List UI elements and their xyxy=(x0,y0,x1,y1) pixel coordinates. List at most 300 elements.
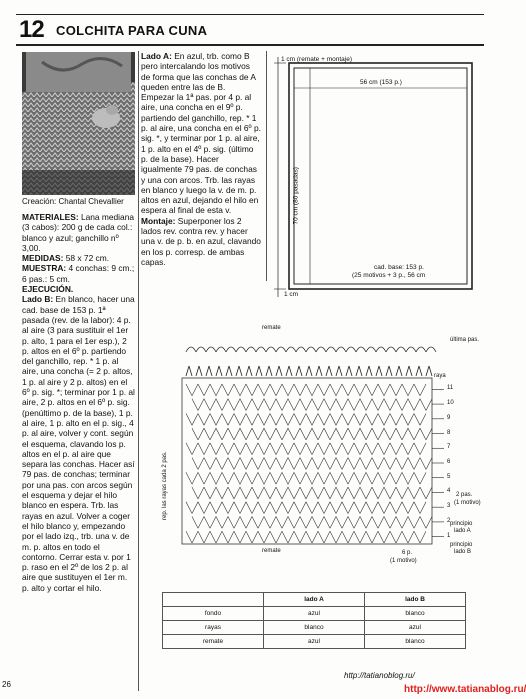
chart-remate-bottom: remate xyxy=(262,548,281,554)
stitch-mark xyxy=(276,366,279,376)
shell-stitch xyxy=(318,384,330,396)
shell-stitch xyxy=(366,413,378,425)
stitch-chart-drawing xyxy=(150,322,490,572)
stitch-mark xyxy=(326,366,329,376)
stitch-mark xyxy=(339,366,342,376)
shell-stitch xyxy=(306,531,318,543)
shell-stitch xyxy=(354,413,366,425)
shell-stitch xyxy=(390,472,402,484)
stitch-mark xyxy=(356,366,359,376)
shell-stitch xyxy=(408,517,420,529)
shell-stitch xyxy=(414,502,426,514)
shell-stitch xyxy=(222,502,234,514)
measures-label: MEDIDAS: xyxy=(22,253,64,264)
chain-arc xyxy=(416,347,426,352)
row-number: 11 xyxy=(447,385,454,392)
shell-stitch xyxy=(360,458,372,470)
stitch-mark xyxy=(289,366,292,376)
shell-stitch xyxy=(216,399,228,411)
shell-stitch xyxy=(282,443,294,455)
shell-stitch xyxy=(312,487,324,499)
design-credit: Creación: Chantal Chevallier xyxy=(22,197,124,206)
chart-bottom-motivo: (1 motivo) xyxy=(390,558,417,564)
shell-stitch xyxy=(312,428,324,440)
shell-stitch xyxy=(246,413,258,425)
shell-stitch xyxy=(396,487,408,499)
stitch-mark xyxy=(299,366,302,376)
shell-stitch xyxy=(294,472,306,484)
shell-stitch xyxy=(210,384,222,396)
chain-arc xyxy=(236,347,246,352)
shell-stitch xyxy=(198,531,210,543)
pattern-number: 12 xyxy=(19,16,44,43)
shell-stitch xyxy=(252,428,264,440)
chain-arc xyxy=(406,347,416,352)
shell-stitch xyxy=(294,443,306,455)
shell-stitch xyxy=(372,458,384,470)
chart-principio-b-2: lado B xyxy=(454,549,472,555)
stitch-mark xyxy=(226,366,229,376)
color-legend-table xyxy=(162,592,466,649)
shell-stitch xyxy=(228,458,240,470)
shell-stitch xyxy=(372,399,384,411)
chain-arc xyxy=(276,347,286,352)
shell-stitch xyxy=(252,517,264,529)
legend-row xyxy=(163,607,466,621)
shell-stitch xyxy=(390,384,402,396)
size-schematic xyxy=(272,51,477,301)
chain-arc xyxy=(206,347,216,352)
shell-stitch xyxy=(324,487,336,499)
shell-stitch xyxy=(186,502,198,514)
shell-stitch xyxy=(330,531,342,543)
shell-stitch xyxy=(210,472,222,484)
stitch-mark xyxy=(346,366,349,376)
shell-stitch xyxy=(354,472,366,484)
stitch-mark xyxy=(336,366,339,376)
shell-stitch xyxy=(300,458,312,470)
shell-stitch xyxy=(222,472,234,484)
shell-stitch xyxy=(318,443,330,455)
legend-header-row xyxy=(163,593,466,607)
stitch-mark xyxy=(406,366,409,376)
column-divider xyxy=(138,51,139,691)
materials-label: MATERIALES: xyxy=(22,212,79,222)
shell-stitch xyxy=(378,531,390,543)
shell-stitch xyxy=(330,502,342,514)
shell-stitch xyxy=(408,487,420,499)
shell-stitch xyxy=(198,384,210,396)
column-divider-2 xyxy=(266,51,267,281)
stitch-mark xyxy=(296,366,299,376)
shell-stitch xyxy=(330,443,342,455)
shell-stitch xyxy=(258,531,270,543)
shell-stitch xyxy=(294,413,306,425)
shell-stitch xyxy=(402,472,414,484)
stitch-mark xyxy=(316,366,319,376)
shell-stitch xyxy=(378,443,390,455)
shell-stitch xyxy=(258,472,270,484)
shell-stitch xyxy=(222,531,234,543)
shell-stitch xyxy=(336,428,348,440)
shell-stitch xyxy=(246,384,258,396)
shell-stitch xyxy=(390,413,402,425)
shell-stitch xyxy=(396,428,408,440)
color-legend xyxy=(162,592,466,649)
shell-stitch xyxy=(270,413,282,425)
chain-arc xyxy=(246,347,256,352)
shell-stitch xyxy=(330,472,342,484)
shell-stitch xyxy=(216,428,228,440)
shell-stitch xyxy=(336,487,348,499)
shell-stitch xyxy=(378,413,390,425)
shell-stitch xyxy=(246,472,258,484)
row-number: 7 xyxy=(447,444,451,451)
shell-stitch xyxy=(378,502,390,514)
shell-stitch xyxy=(366,531,378,543)
stitch-mark xyxy=(259,366,262,376)
stitch-mark xyxy=(246,366,249,376)
shell-stitch xyxy=(246,502,258,514)
chart-principio-a-2: lado A xyxy=(454,528,471,534)
shell-stitch xyxy=(210,502,222,514)
stitch-mark xyxy=(206,366,209,376)
shell-stitch xyxy=(384,399,396,411)
shell-stitch xyxy=(282,502,294,514)
shell-stitch xyxy=(282,531,294,543)
stitch-mark xyxy=(319,366,322,376)
shell-stitch xyxy=(312,517,324,529)
chain-arc xyxy=(296,347,306,352)
shell-stitch xyxy=(396,399,408,411)
stitch-mark xyxy=(386,366,389,376)
chart-ultima-pas: última pas. xyxy=(450,337,480,343)
stitch-mark xyxy=(419,366,422,376)
chain-arc xyxy=(216,347,226,352)
shell-stitch xyxy=(342,531,354,543)
shell-stitch xyxy=(300,487,312,499)
shell-stitch xyxy=(342,502,354,514)
shell-stitch xyxy=(324,428,336,440)
stitch-mark xyxy=(409,366,412,376)
shell-stitch xyxy=(318,531,330,543)
shell-stitch xyxy=(234,502,246,514)
shell-stitch xyxy=(204,399,216,411)
shell-stitch xyxy=(228,517,240,529)
shell-stitch xyxy=(420,428,432,440)
shell-stitch xyxy=(330,384,342,396)
shell-stitch xyxy=(246,531,258,543)
shell-stitch xyxy=(354,384,366,396)
row-number: 1 xyxy=(447,532,451,539)
legend-header-cell: lado B xyxy=(365,593,466,607)
shell-stitch xyxy=(342,413,354,425)
stitch-mark xyxy=(416,366,419,376)
shell-stitch xyxy=(390,531,402,543)
stitch-mark xyxy=(399,366,402,376)
stitch-mark xyxy=(279,366,282,376)
shell-stitch xyxy=(246,443,258,455)
execution-label: EJECUCIÓN. xyxy=(22,284,74,295)
shell-stitch xyxy=(414,443,426,455)
shell-stitch xyxy=(378,472,390,484)
chart-bottom-count: 6 p. xyxy=(402,550,413,556)
chart-raya: raya xyxy=(434,373,446,379)
shell-stitch xyxy=(204,487,216,499)
stitch-mark xyxy=(286,366,289,376)
stitch-mark xyxy=(209,366,212,376)
shell-stitch xyxy=(228,428,240,440)
shell-stitch xyxy=(192,487,204,499)
shell-stitch xyxy=(198,502,210,514)
shell-stitch xyxy=(264,428,276,440)
side-b-label: Lado B: xyxy=(22,294,54,305)
shell-stitch xyxy=(306,472,318,484)
shell-stitch xyxy=(360,487,372,499)
shell-stitch xyxy=(336,517,348,529)
gauge-label: MUESTRA: xyxy=(22,263,67,274)
shell-stitch xyxy=(348,487,360,499)
shell-stitch xyxy=(234,413,246,425)
shell-stitch xyxy=(378,384,390,396)
shell-stitch xyxy=(342,472,354,484)
side-a-label: Lado A: xyxy=(141,51,172,61)
stitch-mark xyxy=(366,366,369,376)
stitch-mark xyxy=(369,366,372,376)
shell-stitch xyxy=(216,487,228,499)
shell-stitch xyxy=(396,517,408,529)
shell-stitch xyxy=(354,531,366,543)
shell-stitch xyxy=(186,384,198,396)
shell-stitch xyxy=(300,517,312,529)
stitch-mark xyxy=(349,366,352,376)
source-url[interactable]: http://tatianoblog.ru/ xyxy=(344,671,415,680)
stitch-mark xyxy=(266,366,269,376)
shell-stitch xyxy=(366,502,378,514)
stitch-mark xyxy=(379,366,382,376)
stitch-mark xyxy=(186,366,189,376)
shell-stitch xyxy=(282,384,294,396)
shell-stitch xyxy=(264,458,276,470)
chain-arc xyxy=(316,347,326,352)
schematic-bottom-label: 1 cm xyxy=(284,291,299,298)
stitch-mark xyxy=(426,366,429,376)
schematic-base-label-2: (25 motivos + 3 p., 56 cm xyxy=(352,272,426,279)
shell-stitch xyxy=(372,428,384,440)
shell-stitch xyxy=(216,517,228,529)
shell-stitch xyxy=(282,472,294,484)
shell-stitch xyxy=(372,517,384,529)
shell-stitch xyxy=(318,472,330,484)
chart-principio-b-1: principio xyxy=(450,542,473,548)
shell-stitch xyxy=(390,443,402,455)
watermark-url[interactable]: http://www.tatianablog.ru/ xyxy=(404,684,526,695)
shell-stitch xyxy=(306,502,318,514)
chart-rep-label: rep. las rayas cada 2 pas. xyxy=(162,451,168,520)
legend-cell: azul xyxy=(264,635,365,649)
shell-stitch xyxy=(270,502,282,514)
header-top-rule xyxy=(16,14,484,15)
shell-stitch xyxy=(372,487,384,499)
shell-stitch xyxy=(300,428,312,440)
assembly-label: Montaje: xyxy=(141,215,176,226)
shell-stitch xyxy=(198,413,210,425)
shell-stitch xyxy=(258,413,270,425)
shell-stitch xyxy=(420,487,432,499)
stitch-mark xyxy=(196,366,199,376)
legend-cell: azul xyxy=(365,621,466,635)
legend-cell: blanco xyxy=(365,635,466,649)
stitch-mark xyxy=(189,366,192,376)
stitch-mark xyxy=(236,366,239,376)
chart-principio-a-1: principio xyxy=(450,521,473,527)
shell-stitch xyxy=(414,413,426,425)
shell-stitch xyxy=(192,428,204,440)
shell-stitch xyxy=(348,517,360,529)
shell-stitch xyxy=(258,502,270,514)
shell-stitch xyxy=(264,517,276,529)
shell-stitch xyxy=(228,487,240,499)
shell-stitch xyxy=(270,384,282,396)
stitch-mark xyxy=(256,366,259,376)
shell-stitch xyxy=(288,487,300,499)
shell-stitch xyxy=(324,458,336,470)
row-number: 8 xyxy=(447,429,451,436)
shell-stitch xyxy=(288,399,300,411)
shell-stitch xyxy=(210,531,222,543)
gauge-text: 4 conchas: 9 cm.; 6 pas.: 5 cm. xyxy=(22,263,135,284)
shell-stitch xyxy=(204,458,216,470)
shell-stitch xyxy=(366,472,378,484)
legend-cell: blanco xyxy=(365,607,466,621)
chain-arc xyxy=(396,347,406,352)
chain-arc xyxy=(336,347,346,352)
row-number: 4 xyxy=(447,488,451,495)
shell-stitch xyxy=(264,399,276,411)
side-a-text: En azul, trb. como B pero intercalando los motivos de forma que las conchas de A queden entre las de B. Empezar la 1ª pas. por 4 p. al aire, una concha en el 9º p. partiendo del ganchillo, rep. * 1 p. al aire, una concha en el 6º p. sig. *, y terminar por 1 p. al aire, 1 p. alto en el 4º p. sig. (último p. de la base). Hacer igualmente 79 pas. de conchas y una con arcos. Trb. las rayas en blanco y luego la v. de m. p. altos en azul, dejando el hilo en espera al final de esta v. xyxy=(141,51,261,216)
stitch-chart xyxy=(150,322,490,572)
shell-stitch xyxy=(402,443,414,455)
shell-stitch xyxy=(384,458,396,470)
chain-arc xyxy=(306,347,316,352)
shell-stitch xyxy=(318,413,330,425)
shell-stitch xyxy=(402,502,414,514)
shell-stitch xyxy=(342,443,354,455)
assembly-text: Superponer los 2 lados rev. contra rev. y hacer una v. de p. b. en azul, clavando en los p. corresp. de ambas capas. xyxy=(141,215,261,267)
shell-stitch xyxy=(240,399,252,411)
chain-arc xyxy=(326,347,336,352)
stitch-mark xyxy=(239,366,242,376)
shell-stitch xyxy=(264,487,276,499)
blanket-photo xyxy=(22,52,135,195)
shell-stitch xyxy=(276,517,288,529)
shell-stitch xyxy=(414,531,426,543)
shell-stitch xyxy=(270,443,282,455)
shell-stitch xyxy=(276,428,288,440)
shell-stitch xyxy=(252,458,264,470)
row-number: 3 xyxy=(447,503,451,510)
chart-remate-top: remate xyxy=(262,325,281,331)
shell-stitch xyxy=(312,458,324,470)
chain-arc xyxy=(386,347,396,352)
shell-stitch xyxy=(420,517,432,529)
shell-stitch xyxy=(198,443,210,455)
shell-stitch xyxy=(318,502,330,514)
legend-header-cell xyxy=(163,593,264,607)
chart-2pas-1: 2 pas. xyxy=(456,492,473,498)
shell-stitch xyxy=(420,458,432,470)
stitch-mark xyxy=(229,366,232,376)
legend-cell: fondo xyxy=(163,607,264,621)
schematic-top-label: 1 cm (remate + montaje) xyxy=(281,56,352,63)
stitch-mark xyxy=(396,366,399,376)
shell-stitch xyxy=(234,531,246,543)
shell-stitch xyxy=(402,531,414,543)
shell-stitch xyxy=(258,443,270,455)
shell-stitch xyxy=(420,399,432,411)
shell-stitch xyxy=(336,458,348,470)
shell-stitch xyxy=(288,428,300,440)
shell-stitch xyxy=(396,458,408,470)
shell-stitch xyxy=(234,384,246,396)
row-number: 10 xyxy=(447,400,454,407)
shell-stitch xyxy=(276,399,288,411)
shell-stitch xyxy=(402,384,414,396)
shell-stitch xyxy=(210,413,222,425)
shell-stitch xyxy=(360,517,372,529)
stitch-mark xyxy=(389,366,392,376)
chain-arc xyxy=(356,347,366,352)
chart-2pas-2: (1 motivo) xyxy=(454,500,481,506)
row-number: 2 xyxy=(447,517,451,524)
shell-stitch xyxy=(408,458,420,470)
stitch-mark xyxy=(429,366,432,376)
shell-stitch xyxy=(294,384,306,396)
chain-arc xyxy=(426,347,436,352)
schematic-width-label: 56 cm (153 p.) xyxy=(360,79,402,86)
shell-stitch xyxy=(360,428,372,440)
shell-stitch xyxy=(222,443,234,455)
shell-stitch xyxy=(192,517,204,529)
legend-cell: remate xyxy=(163,635,264,649)
side-b-text: En blanco, hacer una cad. base de 153 p. 1ª pasada (rev. de la labor): 4 p. al aire (3 para sustituir el 1er p. alto, 1 para el 1er esp.), 2 p. altos en el 6º p. partiendo del ganchillo, rep. * 1 p. al aire, una concha (= 2 p. altos, 1 p. al aire y 2 p. altos) en el 6º p. sig. *; terminar por 1 p. al aire, 2 p. altos en el 6º p. sig. (penúltimo p. de la base), 1 p. al aire, 1 p. alto en el p. sig., 4 p. al aire, volver y cont. según el esquema, clavando los p. altos en el p. al aire que separa las conchas. Hacer así 79 pas. de conchas; terminar por una pas. con arcos según el esquema y dejar el hilo blanco en espera. Trb. las rayas en azul. Volver a coger el hilo blanco y, empezando por el lado izq., trb. una v. de m. p. altos en todo el contorno. Cerrar esta v. por 1 p. raso en el 2º de los 2 p. al aire que sustituyen el 1er m. p. alto y cortar el hilo. xyxy=(22,294,135,593)
shell-stitch xyxy=(324,399,336,411)
stitch-mark xyxy=(359,366,362,376)
shell-stitch xyxy=(342,384,354,396)
shell-stitch xyxy=(408,428,420,440)
materials-text: Lana mediana (3 cabos): 200 g de cada col.: blanco y azul; ganchillo nº 3,00. xyxy=(22,212,135,253)
shell-stitch xyxy=(366,443,378,455)
shell-stitch xyxy=(186,443,198,455)
legend-row xyxy=(163,635,466,649)
shell-stitch xyxy=(348,428,360,440)
shell-stitch xyxy=(192,458,204,470)
shell-stitch xyxy=(294,531,306,543)
measures-text: 58 x 72 cm. xyxy=(65,253,110,264)
row-number: 5 xyxy=(447,473,451,480)
legend-header-cell: lado A xyxy=(264,593,365,607)
shell-stitch xyxy=(186,413,198,425)
stitch-mark xyxy=(269,366,272,376)
shell-stitch xyxy=(306,384,318,396)
shell-stitch xyxy=(408,399,420,411)
stitch-mark xyxy=(329,366,332,376)
shell-stitch xyxy=(414,384,426,396)
row-number: 9 xyxy=(447,414,451,421)
schematic-height-label: 70 cm (80 pasadas) xyxy=(292,167,300,225)
shell-stitch xyxy=(216,458,228,470)
shell-stitch xyxy=(240,517,252,529)
